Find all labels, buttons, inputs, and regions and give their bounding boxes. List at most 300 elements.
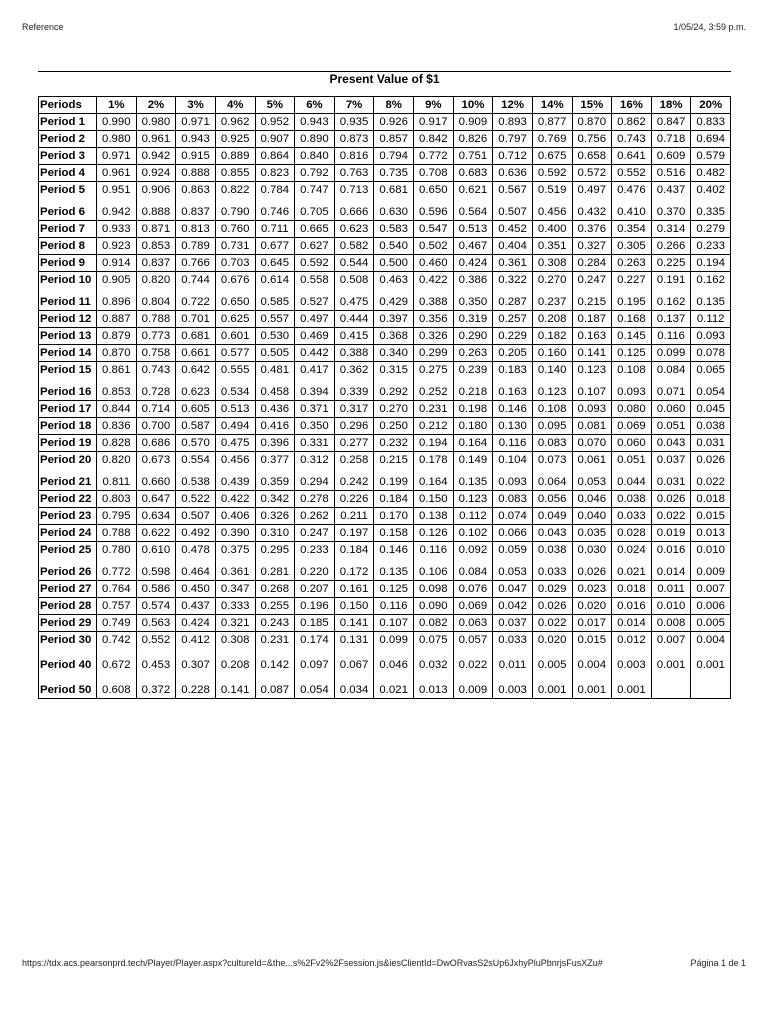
pv-factor-cell: 0.415	[334, 328, 374, 345]
spacer-cell	[255, 648, 295, 657]
column-header-periods: Periods	[39, 97, 97, 114]
pv-factor-cell: 0.150	[414, 491, 454, 508]
pv-factor-cell: 0.402	[691, 182, 731, 199]
pv-factor-cell: 0.837	[176, 204, 216, 221]
pv-factor-cell: 0.386	[453, 272, 493, 289]
pv-factor-cell: 0.054	[295, 682, 335, 699]
pv-factor-cell: 0.790	[215, 204, 255, 221]
pv-factor-cell: 0.481	[255, 362, 295, 379]
pv-factor-cell: 0.162	[651, 294, 691, 311]
pv-factor-cell: 0.116	[414, 542, 454, 559]
pv-factor-cell: 0.008	[651, 615, 691, 632]
pv-factor-cell: 0.305	[612, 238, 652, 255]
pv-factor-cell: 0.030	[572, 542, 612, 559]
spacer-cell	[572, 673, 612, 682]
pv-factor-cell: 0.935	[334, 114, 374, 131]
pv-factor-cell: 0.034	[334, 682, 374, 699]
pv-factor-cell: 0.164	[453, 435, 493, 452]
pv-factor-cell: 0.763	[334, 165, 374, 182]
pv-factor-cell: 0.742	[97, 632, 137, 649]
spacer-cell	[612, 673, 652, 682]
pv-factor-cell: 0.828	[97, 435, 137, 452]
pv-factor-cell: 0.232	[374, 435, 414, 452]
pv-factor-cell: 0.757	[97, 598, 137, 615]
pv-factor-cell: 0.017	[572, 615, 612, 632]
pv-factor-cell: 0.642	[176, 362, 216, 379]
pv-factor-cell: 0.871	[136, 221, 176, 238]
pv-factor-cell: 0.516	[651, 165, 691, 182]
pv-factor-cell: 0.116	[493, 435, 533, 452]
pv-factor-cell: 0.677	[255, 238, 295, 255]
pv-factor-cell: 0.456	[215, 452, 255, 469]
pv-factor-cell: 0.022	[651, 508, 691, 525]
print-footer-page: Página 1 de 1	[690, 958, 746, 968]
pv-factor-cell: 0.439	[215, 474, 255, 491]
pv-factor-cell: 0.406	[215, 508, 255, 525]
column-header-rate: 1%	[97, 97, 137, 114]
pv-factor-cell: 0.906	[136, 182, 176, 199]
pv-factor-cell: 0.106	[414, 564, 454, 581]
pv-factor-cell: 0.196	[295, 598, 335, 615]
pv-factor-cell: 0.038	[691, 418, 731, 435]
pv-factor-cell: 0.053	[493, 564, 533, 581]
pv-factor-cell: 0.099	[651, 345, 691, 362]
pv-factor-cell: 0.026	[572, 564, 612, 581]
pv-factor-cell: 0.018	[691, 491, 731, 508]
pv-factor-cell: 0.377	[255, 452, 295, 469]
spacer-cell	[414, 673, 454, 682]
row-label: Period 10	[39, 272, 97, 289]
table-row	[39, 632, 731, 649]
pv-factor-cell: 0.258	[334, 452, 374, 469]
pv-factor-cell: 0.029	[532, 581, 572, 598]
row-label: Period 13	[39, 328, 97, 345]
pv-factor-cell: 0.371	[295, 401, 335, 418]
pv-factor-cell: 0.658	[572, 148, 612, 165]
pv-factor-cell: 0.822	[215, 182, 255, 199]
pv-factor-cell: 0.577	[215, 345, 255, 362]
pv-factor-cell: 0.686	[136, 435, 176, 452]
pv-factor-cell: 0.437	[176, 598, 216, 615]
pv-factor-cell: 0.178	[414, 452, 454, 469]
pv-factor-cell: 0.816	[334, 148, 374, 165]
print-header-timestamp: 1/05/24, 3:59 p.m.	[673, 22, 746, 32]
pv-factor-cell: 0.888	[176, 165, 216, 182]
pv-factor-cell: 0.180	[453, 418, 493, 435]
pv-factor-cell: 0.020	[572, 598, 612, 615]
pv-factor-cell: 0.388	[414, 294, 454, 311]
pv-factor-cell: 0.010	[691, 542, 731, 559]
pv-factor-cell: 0.011	[651, 581, 691, 598]
spacer-cell	[651, 673, 691, 682]
pv-factor-cell: 0.326	[414, 328, 454, 345]
pv-factor-cell: 0.890	[295, 131, 335, 148]
table-row	[39, 294, 731, 311]
table-row	[39, 238, 731, 255]
pv-factor-cell: 0.661	[176, 345, 216, 362]
pv-factor-cell: 0.665	[295, 221, 335, 238]
row-label: Period 3	[39, 148, 97, 165]
pv-factor-cell: 0.701	[176, 311, 216, 328]
pv-factor-cell: 0.700	[136, 418, 176, 435]
pv-factor-cell: 0.614	[255, 272, 295, 289]
pv-factor-cell: 0.184	[374, 491, 414, 508]
spacer-cell	[691, 673, 731, 682]
table-row	[39, 491, 731, 508]
row-label: Period 30	[39, 632, 97, 649]
pv-factor-cell: 0.001	[572, 682, 612, 699]
pv-factor-cell: 0.065	[691, 362, 731, 379]
column-header-rate: 20%	[691, 97, 731, 114]
pv-factor-cell: 0.508	[334, 272, 374, 289]
pv-factor-cell: 0.820	[97, 452, 137, 469]
pv-factor-cell: 0.492	[176, 525, 216, 542]
pv-factor-cell: 0.158	[374, 525, 414, 542]
pv-factor-cell: 0.772	[414, 148, 454, 165]
pv-factor-cell: 0.066	[493, 525, 533, 542]
pv-factor-cell: 0.608	[97, 682, 137, 699]
pv-factor-cell: 0.582	[334, 238, 374, 255]
pv-factor-cell: 0.861	[97, 362, 137, 379]
pv-factor-cell: 0.494	[215, 418, 255, 435]
pv-factor-cell: 0.634	[136, 508, 176, 525]
pv-factor-cell: 0.788	[136, 311, 176, 328]
row-label: Period 4	[39, 165, 97, 182]
pv-factor-cell: 0.031	[691, 435, 731, 452]
pv-factor-cell: 0.314	[651, 221, 691, 238]
pv-factor-cell: 0.650	[215, 294, 255, 311]
pv-factor-cell: 0.756	[572, 131, 612, 148]
pv-factor-cell: 0.416	[255, 418, 295, 435]
pv-factor-cell: 0.022	[691, 474, 731, 491]
pv-factor-cell: 0.444	[334, 311, 374, 328]
pv-factor-cell: 0.312	[295, 452, 335, 469]
pv-factor-cell: 0.078	[691, 345, 731, 362]
pv-factor-cell: 0.376	[572, 221, 612, 238]
spacer-cell	[453, 648, 493, 657]
table-body	[39, 114, 731, 699]
column-header-rate: 15%	[572, 97, 612, 114]
pv-factor-cell: 0.424	[453, 255, 493, 272]
row-label: Period 2	[39, 131, 97, 148]
pv-factor-cell: 0.022	[532, 615, 572, 632]
pv-factor-cell: 0.361	[215, 564, 255, 581]
pv-factor-cell: 0.350	[453, 294, 493, 311]
group-spacer	[39, 648, 731, 657]
pv-factor-cell: 0.005	[691, 615, 731, 632]
pv-factor-cell: 0.141	[572, 345, 612, 362]
pv-factor-cell: 0.558	[295, 272, 335, 289]
pv-factor-cell: 0.731	[215, 238, 255, 255]
pv-factor-cell: 0.093	[691, 328, 731, 345]
pv-factor-cell: 0.225	[651, 255, 691, 272]
pv-factor-cell: 0.864	[255, 148, 295, 165]
row-label: Period 22	[39, 491, 97, 508]
table-row	[39, 362, 731, 379]
pv-factor-cell: 0.627	[295, 238, 335, 255]
pv-factor-cell: 0.538	[176, 474, 216, 491]
row-label: Period 50	[39, 682, 97, 699]
pv-factor-cell: 0.436	[255, 401, 295, 418]
pv-factor-cell: 0.049	[532, 508, 572, 525]
pv-factor-cell: 0.463	[374, 272, 414, 289]
table-row	[39, 148, 731, 165]
pv-factor-cell: 0.676	[215, 272, 255, 289]
pv-factor-cell: 0.769	[532, 131, 572, 148]
spacer-cell	[295, 648, 335, 657]
pv-factor-cell: 0.450	[176, 581, 216, 598]
pv-factor-cell: 0.888	[136, 204, 176, 221]
pv-factor-cell: 0.527	[295, 294, 335, 311]
pv-factor-cell: 0.197	[334, 525, 374, 542]
pv-factor-cell: 0.194	[414, 435, 454, 452]
row-label: Period 6	[39, 204, 97, 221]
pv-factor-cell: 0.452	[493, 221, 533, 238]
pv-factor-cell: 0.150	[334, 598, 374, 615]
pv-factor-cell: 0.033	[493, 632, 533, 649]
pv-factor-cell: 0.268	[255, 581, 295, 598]
pv-factor-cell: 0.125	[612, 345, 652, 362]
pv-factor-cell: 0.191	[651, 272, 691, 289]
pv-factor-cell: 0.980	[136, 114, 176, 131]
pv-factor-cell: 0.135	[691, 294, 731, 311]
pv-factor-cell: 0.015	[691, 508, 731, 525]
table-row	[39, 401, 731, 418]
spacer-cell	[414, 648, 454, 657]
pv-factor-cell: 0.046	[374, 657, 414, 673]
pv-factor-cell: 0.308	[215, 632, 255, 649]
spacer-cell	[612, 648, 652, 657]
pv-factor-cell: 0.070	[572, 435, 612, 452]
pv-factor-cell: 0.552	[612, 165, 652, 182]
pv-factor-cell: 0.587	[176, 418, 216, 435]
row-label: Period 14	[39, 345, 97, 362]
table-row	[39, 131, 731, 148]
pv-factor-cell: 0.141	[334, 615, 374, 632]
pv-factor-cell: 0.090	[414, 598, 454, 615]
pv-factor-cell: 0.877	[532, 114, 572, 131]
pv-factor-cell: 0.641	[612, 148, 652, 165]
pv-factor-cell: 0.108	[532, 401, 572, 418]
pv-factor-cell: 0.792	[295, 165, 335, 182]
pv-factor-cell: 0.020	[532, 632, 572, 649]
column-header-rate: 16%	[612, 97, 652, 114]
pv-factor-cell: 0.410	[612, 204, 652, 221]
pv-factor-cell: 0.073	[532, 452, 572, 469]
pv-factor-cell: 0.045	[691, 401, 731, 418]
pv-factor-cell: 0.592	[532, 165, 572, 182]
pv-factor-cell: 0.735	[374, 165, 414, 182]
spacer-cell	[295, 673, 335, 682]
spacer-cell	[39, 648, 97, 657]
pv-factor-cell: 0.863	[176, 182, 216, 199]
spacer-cell	[651, 648, 691, 657]
pv-factor-cell: 0.172	[334, 564, 374, 581]
pv-factor-cell: 0.001	[532, 682, 572, 699]
pv-factor-cell: 0.160	[532, 345, 572, 362]
pv-factor-cell: 0.098	[414, 581, 454, 598]
pv-factor-cell: 0.460	[414, 255, 454, 272]
pv-factor-cell: 0.813	[176, 221, 216, 238]
pv-factor-cell: 0.003	[493, 682, 533, 699]
spacer-cell	[97, 673, 137, 682]
table-row	[39, 204, 731, 221]
pv-factor-cell: 0.766	[176, 255, 216, 272]
pv-factor-cell: 0.905	[97, 272, 137, 289]
pv-factor-cell: 0.572	[572, 165, 612, 182]
pv-factor-cell: 0.570	[176, 435, 216, 452]
pv-factor-cell: 0.252	[414, 384, 454, 401]
pv-factor-cell: 0.069	[453, 598, 493, 615]
pv-factor-cell: 0.811	[97, 474, 137, 491]
pv-factor-cell: 0.622	[136, 525, 176, 542]
pv-factor-cell: 0.437	[651, 182, 691, 199]
column-header-rate: 5%	[255, 97, 295, 114]
pv-factor-cell: 0.497	[295, 311, 335, 328]
pv-factor-cell: 0.099	[374, 632, 414, 649]
table-row	[39, 564, 731, 581]
column-header-rate: 6%	[295, 97, 335, 114]
pv-factor-cell: 0.788	[97, 525, 137, 542]
pv-factor-cell: 0.326	[255, 508, 295, 525]
pv-factor-cell: 0.552	[136, 632, 176, 649]
pv-factor-cell: 0.554	[176, 452, 216, 469]
pv-factor-cell: 0.458	[255, 384, 295, 401]
pv-factor-cell: 0.026	[651, 491, 691, 508]
pv-factor-cell: 0.163	[493, 384, 533, 401]
pv-factor-cell: 0.012	[612, 632, 652, 649]
pv-factor-cell: 0.185	[295, 615, 335, 632]
spacer-cell	[136, 673, 176, 682]
table-row	[39, 418, 731, 435]
pv-factor-cell: 0.412	[176, 632, 216, 649]
pv-factor-cell: 0.797	[493, 131, 533, 148]
pv-factor-cell: 0.037	[651, 452, 691, 469]
pv-factor-cell: 0.853	[97, 384, 137, 401]
pv-factor-cell: 0.500	[374, 255, 414, 272]
pv-factor-cell: 0.184	[334, 542, 374, 559]
pv-factor-cell: 0.047	[493, 581, 533, 598]
spacer-cell	[532, 673, 572, 682]
pv-factor-cell: 0.060	[612, 435, 652, 452]
pv-factor-cell: 0.229	[493, 328, 533, 345]
spacer-cell	[374, 648, 414, 657]
pv-factor-cell: 0.142	[255, 657, 295, 673]
pv-factor-cell: 0.372	[136, 682, 176, 699]
table-row	[39, 682, 731, 699]
row-label: Period 5	[39, 182, 97, 199]
pv-factor-cell: 0.092	[453, 542, 493, 559]
pv-factor-cell: 0.218	[453, 384, 493, 401]
pv-factor-cell: 0.342	[255, 491, 295, 508]
pv-factor-cell: 0.266	[651, 238, 691, 255]
pv-factor-cell: 0.826	[453, 131, 493, 148]
pv-factor-cell: 0.083	[532, 435, 572, 452]
pv-factor-cell: 0.650	[414, 182, 454, 199]
row-label: Period 28	[39, 598, 97, 615]
pv-factor-cell: 0.295	[255, 542, 295, 559]
pv-factor-cell: 0.262	[295, 508, 335, 525]
pv-factor-cell: 0.215	[572, 294, 612, 311]
pv-factor-cell: 0.322	[493, 272, 533, 289]
pv-factor-cell: 0.102	[453, 525, 493, 542]
table-row	[39, 581, 731, 598]
pv-factor-cell: 0.097	[295, 657, 335, 673]
pv-factor-cell: 0.502	[414, 238, 454, 255]
pv-factor-cell: 0.544	[334, 255, 374, 272]
pv-factor-cell: 0.961	[136, 131, 176, 148]
pv-factor-cell: 0.718	[651, 131, 691, 148]
spacer-cell	[255, 673, 295, 682]
pv-factor-cell: 0.199	[374, 474, 414, 491]
pv-factor-cell: 0.760	[215, 221, 255, 238]
pv-factor-cell: 0.772	[97, 564, 137, 581]
pv-factor-cell: 0.137	[651, 311, 691, 328]
pv-factor-cell: 0.840	[295, 148, 335, 165]
pv-factor-cell: 0.557	[255, 311, 295, 328]
pv-factor-cell: 0.116	[651, 328, 691, 345]
pv-factor-cell: 0.333	[215, 598, 255, 615]
pv-factor-cell: 0.971	[176, 114, 216, 131]
pv-factor-cell: 0.660	[136, 474, 176, 491]
spacer-cell	[493, 673, 533, 682]
pv-factor-cell: 0.250	[374, 418, 414, 435]
table-row	[39, 598, 731, 615]
pv-factor-cell: 0.287	[493, 294, 533, 311]
pv-factor-cell: 0.284	[572, 255, 612, 272]
pv-factor-cell: 0.247	[295, 525, 335, 542]
pv-factor-cell: 0.275	[414, 362, 454, 379]
pv-factor-cell: 0.362	[334, 362, 374, 379]
pv-factor-cell: 0.847	[651, 114, 691, 131]
pv-factor-cell: 0.063	[453, 615, 493, 632]
column-header-rate: 8%	[374, 97, 414, 114]
pv-factor-cell: 0.361	[493, 255, 533, 272]
pv-factor-cell: 0.683	[453, 165, 493, 182]
pv-factor-cell: 0.001	[691, 657, 731, 673]
spacer-cell	[215, 673, 255, 682]
pv-factor-cell: 0.636	[493, 165, 533, 182]
pv-factor-cell: 0.076	[453, 581, 493, 598]
column-header-rate: 14%	[532, 97, 572, 114]
pv-factor-cell: 0.601	[215, 328, 255, 345]
pv-factor-cell: 0.456	[532, 204, 572, 221]
pv-factor-cell: 0.026	[691, 452, 731, 469]
pv-factor-cell: 0.107	[374, 615, 414, 632]
present-value-table	[38, 96, 731, 699]
pv-factor-cell: 0.299	[414, 345, 454, 362]
row-label: Period 29	[39, 615, 97, 632]
pv-factor-cell: 0.417	[295, 362, 335, 379]
pv-factor-cell: 0.051	[612, 452, 652, 469]
pv-factor-cell: 0.505	[255, 345, 295, 362]
spacer-cell	[572, 648, 612, 657]
pv-factor-cell: 0.844	[97, 401, 137, 418]
pv-factor-cell: 0.625	[215, 311, 255, 328]
pv-factor-cell: 0.744	[176, 272, 216, 289]
pv-factor-cell: 0.708	[414, 165, 454, 182]
pv-factor-cell: 0.563	[136, 615, 176, 632]
pv-factor-cell: 0.703	[215, 255, 255, 272]
pv-factor-cell: 0.093	[612, 384, 652, 401]
pv-factor-cell: 0.194	[691, 255, 731, 272]
pv-factor-cell: 0.146	[493, 401, 533, 418]
pv-factor-cell: 0.277	[334, 435, 374, 452]
row-label: Period 18	[39, 418, 97, 435]
pv-factor-cell: 0.400	[532, 221, 572, 238]
pv-factor-cell: 0.909	[453, 114, 493, 131]
pv-factor-cell: 0.187	[572, 311, 612, 328]
